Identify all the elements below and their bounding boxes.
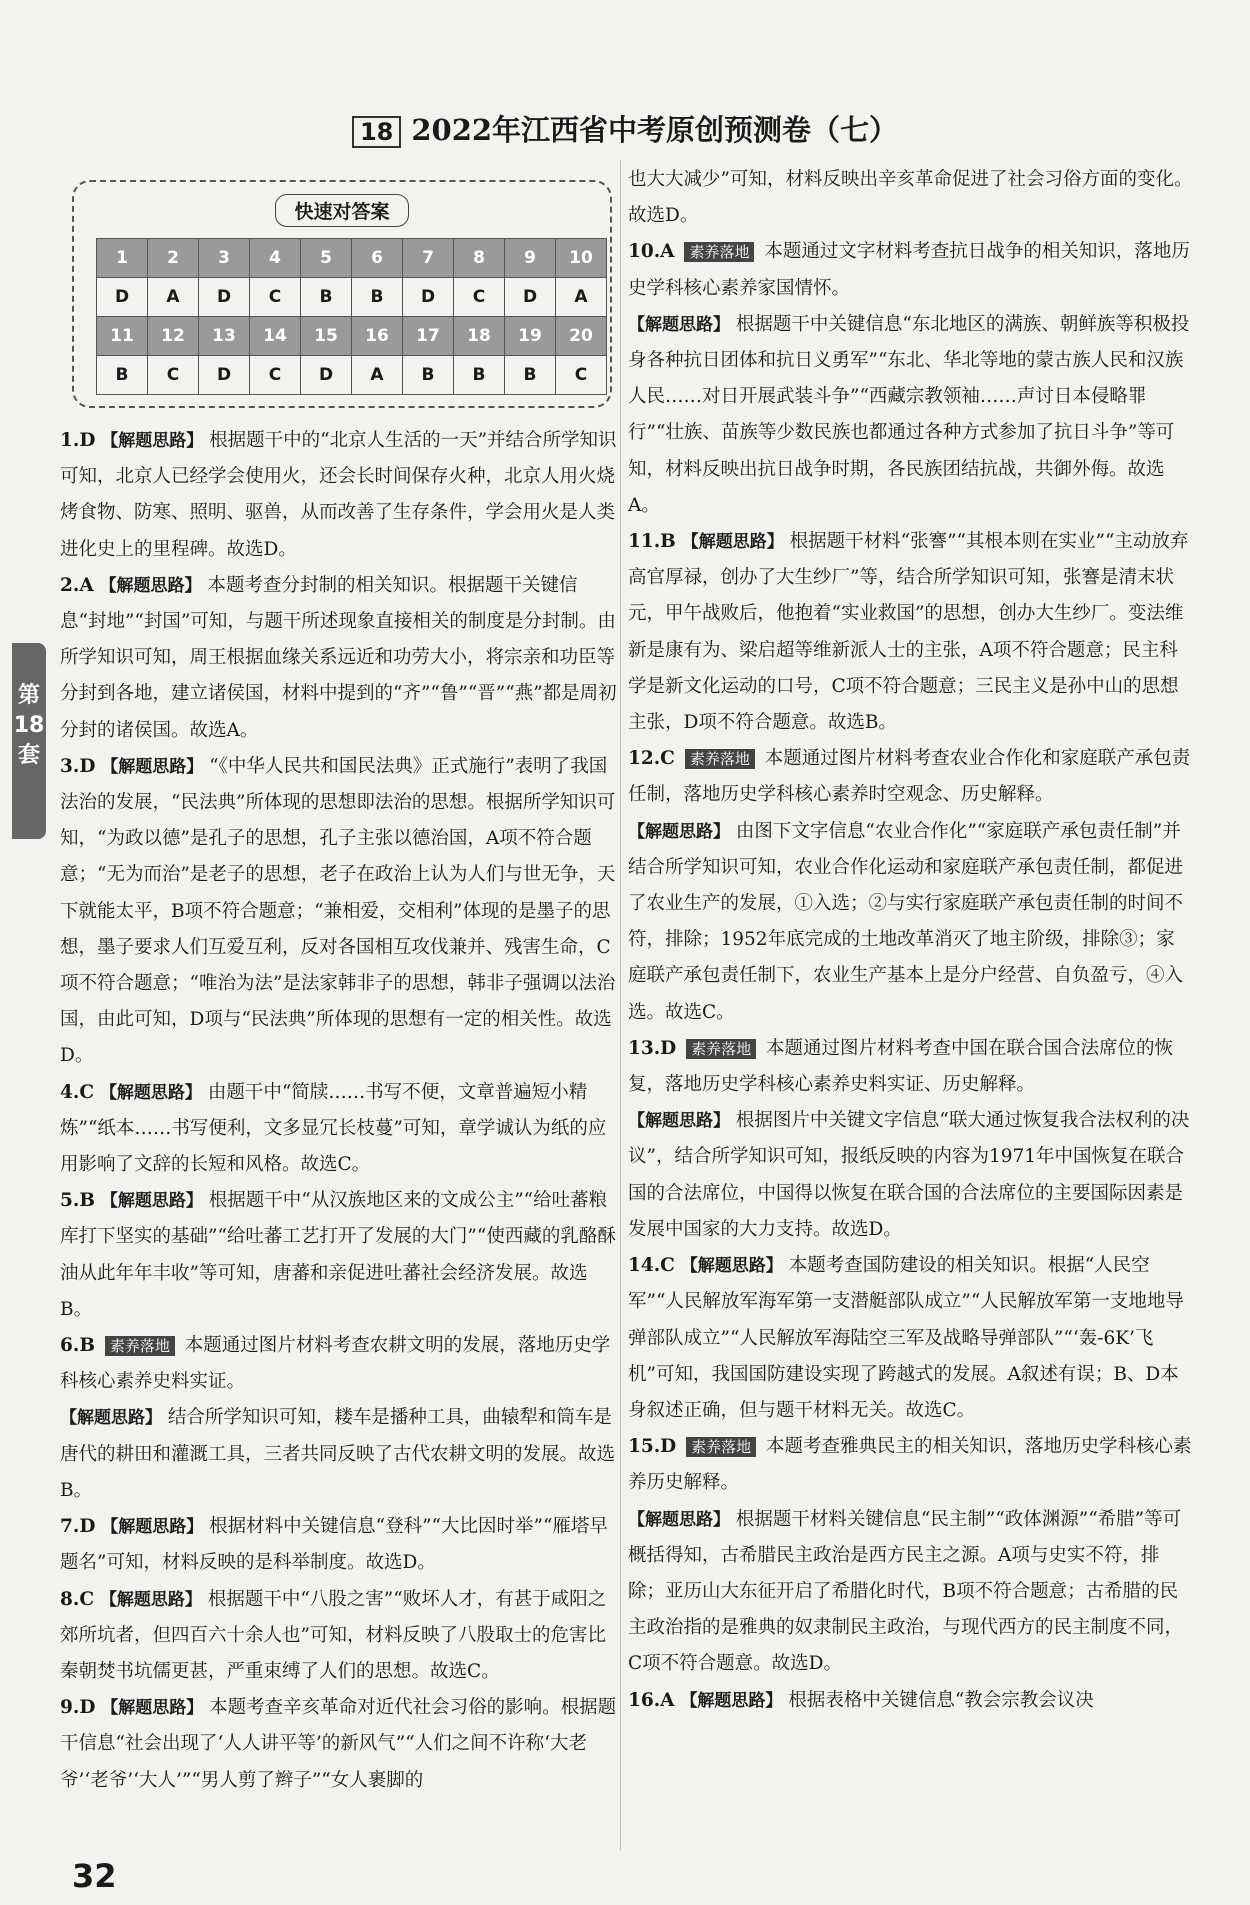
explanation-text: 本题考查辛亥革命对近代社会习俗的影响。根据题干信息“社会出现了‘人人讲平等’的新风气”“人们之间不许称‘大老爷’‘老爷’‘大人’”“男人剪了辫子”“女人裹脚的: [60, 1697, 617, 1791]
explanation-label: 【解题思路】: [60, 1408, 162, 1429]
right-column: [628, 162, 1193, 1719]
explanation-text: 由图下文字信息“农业合作化”“家庭联产承包责任制”并结合所学知识可知，农业合作化运动和家庭联产承包责任制，都促进了农业生产的发展，①入选；②与实行家庭联产承包责任制的时间不符，排除；1952年底完成的土地改革消灭了地主阶级，排除③；家庭联产承包责任制下，农业生产基本上是分户经营、自负盈亏，④入选。故选C。: [628, 820, 1184, 1023]
qnum: 14: [250, 317, 301, 356]
answer-explanation: [60, 1582, 618, 1691]
qnum: 18: [454, 317, 505, 356]
explanation-label: 【解题思路】: [99, 575, 202, 596]
answer-explanation: [628, 234, 1193, 306]
explanation-text: 本题通过图片材料考查农业合作化和家庭联产承包责任制，落地历史学科核心素养时空观念、历史解释。: [628, 748, 1191, 806]
explanation-text: 本题通过文字材料考查抗日战争的相关知识，落地历史学科核心素养家国情怀。: [628, 241, 1190, 299]
explanation-text: 本题考查分封制的相关知识。根据题干关键信息“封地”“封国”可知，与题干所述现象直接相关的制度是分封制。由所学知识可知，周王根据血缘关系远近和功劳大小，将宗亲和功臣等分封到各地，建立诸侯国，材料中提到的“齐”“鲁”“晋”“燕”都是周初分封的诸侯国。故选A。: [60, 574, 617, 741]
answer-explanation: [628, 741, 1193, 813]
explanation-lead: 9.D: [60, 1697, 96, 1719]
explanation-label: 【解题思路】: [628, 314, 730, 335]
explanation-label: 【解题思路】: [681, 532, 784, 553]
explanation-label: 【解题思路】: [101, 1698, 204, 1719]
explanation-tag: 素养落地: [685, 749, 755, 769]
qnum: 8: [454, 239, 505, 278]
answer-explanation: [60, 1690, 618, 1799]
qnum: 9: [505, 239, 556, 278]
explanation-label: 【解题思路】: [101, 1517, 204, 1538]
qnum: 2: [148, 239, 199, 278]
answer-explanation: [628, 1103, 1193, 1248]
explanation-label: 【解题思路】: [680, 1690, 783, 1711]
explanation-lead: 5.B: [60, 1190, 95, 1212]
explanation-text: 根据图片中关键文字信息“联大通过恢复我合法权利的决议”，结合所学知识可知，报纸反映的内容为1971年中国恢复在联合国的合法席位，中国得以恢复在联合国的合法席位的主要国际因素是发展中国家的大力支持。故选D。: [628, 1110, 1190, 1240]
answer-explanation: [60, 423, 618, 568]
page-number: 32: [72, 1857, 117, 1895]
explanation-text: 结合所学知识可知，耧车是播种工具，曲辕犁和筒车是唐代的耕田和灌溉工具，三者共同反映了古代农耕文明的发展。故选B。: [60, 1407, 616, 1501]
answer: D: [403, 278, 454, 317]
answer: D: [199, 278, 250, 317]
explanation-tag: 素养落地: [105, 1336, 175, 1356]
qnum: 1: [97, 239, 148, 278]
answer-explanation: [60, 1075, 618, 1184]
explanation-text: 也大大减少”可知，材料反映出辛亥革命促进了社会习俗方面的变化。故选D。: [628, 169, 1193, 227]
answer-explanation: [628, 1683, 1193, 1719]
explanation-text: 本题通过图片材料考查中国在联合国合法席位的恢复，落地历史学科核心素养史料实证、历史解释。: [628, 1037, 1174, 1096]
answer: A: [352, 356, 403, 395]
explanation-lead: 6.B: [60, 1335, 95, 1357]
answer-explanation: [60, 1183, 618, 1328]
answer: C: [148, 356, 199, 395]
explanation-label: 【解题思路】: [101, 431, 204, 451]
explanation-lead: 14.C: [628, 1255, 675, 1277]
explanation-label: 【解题思路】: [628, 1111, 730, 1132]
explanation-text: 根据题干中“八股之害”“败坏人才，有甚于咸阳之郊所坑者，但四百六十余人也”可知，材料反映了八股取士的危害比秦朝焚书坑儒更甚，严重束缚了人们的思想。故选C。: [60, 1588, 607, 1682]
qnum: 4: [250, 239, 301, 278]
answer: B: [301, 278, 352, 317]
answer-explanation: [628, 1502, 1193, 1683]
answer-explanation: [628, 162, 1193, 234]
answer-explanation: [628, 524, 1193, 741]
answer: A: [148, 278, 199, 317]
qnum: 12: [148, 317, 199, 356]
explanation-text: 本题考查国防建设的相关知识。根据“人民空军”“人民解放军海军第一支潜艇部队成立”“人民解放军第一支地地导弹部队成立”“人民解放军海陆空三军及战略导弹部队”“‘轰-6K’飞机”可知，我国国防建设实现了跨越式的发展。A叙述有误；B、D本身叙述正确，但与题干材料无关。故选C。: [628, 1255, 1184, 1421]
explanation-lead: 16.A: [628, 1689, 675, 1711]
answer: D: [301, 356, 352, 395]
explanation-lead: 3.D: [60, 755, 96, 777]
explanation-text: 本题通过图片材料考查农耕文明的发展，落地历史学科核心素养史料实证。: [60, 1335, 611, 1393]
answer: D: [505, 278, 556, 317]
qnum: 7: [403, 239, 454, 278]
qnum: 6: [352, 239, 403, 278]
title-text: 2022年江西省中考原创预测卷（七）: [411, 113, 899, 147]
column-divider: [620, 160, 621, 1850]
answer-explanation: [628, 1429, 1193, 1501]
explanation-label: 【解题思路】: [101, 756, 204, 777]
answer: C: [250, 278, 301, 317]
explanation-text: 由题干中“简牍……书写不便，文章普遍短小精炼”“纸本……书写便利，文多显冗长枝蔓”可知，章学诚认为纸的应用影响了文辞的长短和风格。故选C。: [60, 1081, 607, 1176]
left-column: [60, 423, 618, 1799]
qnum: 16: [352, 317, 403, 356]
explanation-text: 根据表格中关键信息“教会宗教会议决: [788, 1689, 1094, 1711]
answer-explanation: [628, 307, 1193, 524]
explanation-tag: 素养落地: [686, 1039, 756, 1059]
explanation-lead: 4.C: [60, 1081, 95, 1103]
explanation-label: 【解题思路】: [680, 1256, 783, 1277]
qnum: 20: [556, 317, 607, 356]
explanation-text: 根据题干中的“北京人生活的一天”并结合所学知识可知，北京人已经学会使用火，还会长时间保存火种，北京人用火烧烤食物、防寒、照明、驱兽，从而改善了生存条件，学会用火是人类进化史上的里程碑。故选D。: [60, 430, 617, 560]
explanation-lead: 15.D: [628, 1436, 677, 1458]
answer: B: [454, 356, 505, 395]
answer-card-heading: 快速对答案: [275, 194, 408, 227]
explanation-text: 根据题干材料“张謇”“其根本则在实业”“主动放弃高官厚禄，创办了大生纱厂”等，结合所学知识可知，张謇是清末状元，甲午战败后，他抱着“实业救国”的思想，创办大生纱厂。变法维新是康有为、梁启超等维新派人士的主张，A项不符合题意；民主科学是新文化运动的口号，C项不符合题意；三民主义是孙中山的思想主张，D项不符合题意。故选B。: [628, 531, 1189, 734]
answer-explanation: [628, 814, 1193, 1031]
qnum: 17: [403, 317, 454, 356]
explanation-lead: 8.C: [60, 1588, 95, 1610]
answer-explanation: [60, 568, 618, 749]
explanation-text: 根据题干中关键信息“东北地区的满族、朝鲜族等积极投身各种抗日团体和抗日义勇军”“东北、华北等地的蒙古族人民和汉族人民……对日开展武装斗争”“西藏宗教领袖……声讨日本侵略罪行”“壮族、苗族等少数民族也都通过各种方式参加了抗日斗争”等可知，材料反映出抗日战争时期，各民族团结抗战，共御外侮。故选A。: [628, 313, 1190, 516]
answer-grid: [96, 238, 607, 395]
explanation-lead: 7.D: [60, 1516, 96, 1538]
explanation-label: 【解题思路】: [99, 1589, 202, 1610]
answer: B: [403, 356, 454, 395]
explanation-text: “《中华人民共和国民法典》正式施行”表明了我国法治的发展，“民法典”所体现的思想即法治的思想。根据所学知识可知，“为政以德”是孔子的思想，孔子主张以德治国，A项不符合题意；“无为而治”是老子的思想，老子在政治上认为人们与世无争，天下就能太平，B项不符合题意；“兼相爱，交相利”体现的是墨子的思想，墨子要求人们互爱互利，反对各国相互攻伐兼并、残害生命，C项不符合题意；“唯治为法”是法家韩非子的思想，韩非子强调以法治国，由此可知，D项与“民法典”所体现的思想有一定的相关性。故选D。: [60, 755, 616, 1067]
answer: B: [97, 356, 148, 395]
answer: A: [556, 278, 607, 317]
set-number-badge: 18: [352, 116, 401, 148]
explanation-lead: 2.A: [60, 574, 94, 596]
explanation-label: 【解题思路】: [628, 821, 730, 842]
answer-explanation: [628, 1031, 1193, 1103]
qnum: 15: [301, 317, 352, 356]
answer: C: [454, 278, 505, 317]
qnum: 13: [199, 317, 250, 356]
side-tab: 第18套: [12, 643, 46, 839]
explanation-text: 根据材料中关键信息“登科”“大比因时举”“雁塔早题名”可知，材料反映的是科举制度。故选D。: [60, 1516, 608, 1574]
answer-card: [72, 180, 612, 408]
explanation-tag: 素养落地: [686, 1437, 756, 1457]
qnum: 5: [301, 239, 352, 278]
answer: C: [556, 356, 607, 395]
answer: D: [199, 356, 250, 395]
explanation-text: 根据题干中“从汉族地区来的文成公主”“给吐蕃粮库打下坚实的基础”“给吐蕃工艺打开了发展的大门”“使西藏的乳酪酥油从此年年丰收”等可知，唐蕃和亲促进吐蕃社会经济发展。故选B。: [60, 1190, 616, 1320]
explanation-lead: 11.B: [628, 531, 676, 553]
answer: C: [250, 356, 301, 395]
explanation-text: 根据题干材料关键信息“民主制”“政体渊源”“希腊”等可概括得知，古希腊民主政治是西方民主之源。A项与史实不符，排除；亚历山大东征开启了希腊化时代，B项不符合题意；古希腊的民主政治指的是雅典的奴隶制民主政治，与现代西方的民主制度不同，C项不符合题意。故选D。: [628, 1508, 1184, 1675]
answer-explanation: [60, 1328, 618, 1400]
explanation-lead: 1.D: [60, 430, 96, 451]
page-title: [0, 108, 1250, 149]
qnum: 3: [199, 239, 250, 278]
explanation-lead: 10.A: [628, 241, 675, 263]
explanation-label: 【解题思路】: [100, 1191, 203, 1212]
answer-explanation: [60, 1400, 618, 1509]
explanation-lead: 12.C: [628, 748, 675, 770]
answer: B: [505, 356, 556, 395]
explanation-text: 本题考查雅典民主的相关知识，落地历史学科核心素养历史解释。: [628, 1436, 1192, 1494]
explanation-label: 【解题思路】: [99, 1082, 202, 1103]
answer: D: [97, 278, 148, 317]
qnum: 19: [505, 317, 556, 356]
explanation-lead: 13.D: [628, 1037, 677, 1059]
explanation-tag: 素养落地: [684, 242, 754, 262]
answer-explanation: [60, 749, 618, 1075]
qnum: 11: [97, 317, 148, 356]
answer: B: [352, 278, 403, 317]
explanation-label: 【解题思路】: [628, 1509, 730, 1530]
qnum: 10: [556, 239, 607, 278]
answer-explanation: [628, 1248, 1193, 1429]
answer-explanation: [60, 1509, 618, 1581]
